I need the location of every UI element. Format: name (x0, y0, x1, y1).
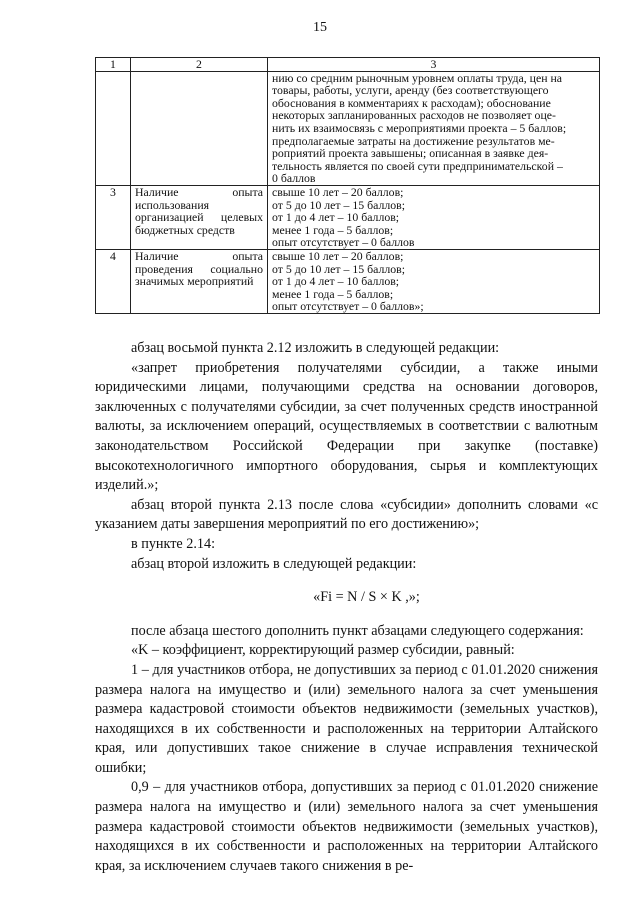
paragraph: абзац восьмой пункта 2.12 изложить в следующей редакции: (131, 340, 500, 356)
page-number: 15 (313, 20, 327, 35)
paragraph: абзац второй изложить в следующей редакции: (131, 555, 417, 572)
score-line: обоснования в комментариях к расходам); обоснование (272, 95, 551, 110)
paragraph: в пункте 2.14: (131, 535, 216, 552)
table-header-row (96, 58, 600, 72)
row-number: 4 (96, 249, 131, 313)
header-cell-3: 3 (268, 58, 600, 72)
score-line: опыт отсутствует – 0 баллов»; (272, 299, 424, 314)
score-line: свыше 10 лет – 20 баллов; (272, 184, 404, 199)
header-cell-1: 1 (96, 58, 131, 72)
row-number: 3 (96, 185, 131, 249)
score-line: опыт отсутствует – 0 баллов (272, 235, 415, 250)
score-line: менее 1 года – 5 баллов; (272, 286, 394, 301)
table-row (96, 249, 600, 313)
paragraph: абзац второй пункта 2.13 после слова «субсидии» дополнить словами «с указанием даты завершения мероприятий по его достижению»; (95, 496, 598, 533)
score-line: предполагаемые затраты на достижение результатов ме- (272, 133, 555, 148)
score-cell (268, 71, 600, 185)
score-line: менее 1 года – 5 баллов; (272, 222, 394, 237)
table-row (96, 185, 600, 249)
score-cell (268, 249, 600, 313)
criterion-cell (131, 71, 268, 185)
score-line: от 1 до 4 лет – 10 баллов; (272, 274, 400, 289)
score-line: роприятий проекта завышены; описанная в заявке дея- (272, 146, 549, 161)
score-line: свыше 10 лет – 20 баллов; (272, 248, 404, 263)
score-line: 0 баллов (272, 171, 316, 186)
criterion-cell: Наличие опыта использования организацией целевых бюджетных средств (131, 185, 268, 249)
row-number (96, 71, 131, 185)
formula: «Fi = N / S × K ,»; (313, 589, 420, 606)
score-line: от 1 до 4 лет – 10 баллов; (272, 210, 400, 225)
paragraph: 1 – для участников отбора, не допустивших за период с 01.01.2020 снижения размера налога на имущество и (или) земельного налога за счет уменьшения размера кадастровой стоимости объектов недвижимости (земельных участков), находящихся в их собственности и расположенных на территории Алтайского края, или допустивших такое снижение в случае исправления технической ошибки; (95, 661, 598, 776)
score-line: нить их взаимосвязь с мероприятиями проекта – 5 баллов; (272, 120, 567, 135)
paragraph: после абзаца шестого дополнить пункт абзацами следующего содержания: (131, 622, 584, 639)
criteria-table (95, 57, 600, 314)
header-cell-2: 2 (131, 58, 268, 72)
score-line: нию со средним рыночным уровнем оплаты труда, цен на (272, 70, 563, 85)
score-line: от 5 до 10 лет – 15 баллов; (272, 197, 405, 212)
criterion-cell: Наличие опыта проведения социально значимых мероприятий (131, 249, 268, 313)
score-line: товары, работы, услуги, аренду (без соответствующего (272, 83, 549, 98)
score-cell (268, 185, 600, 249)
score-line: тельность является по своей сути предпринимательской – (272, 158, 563, 173)
paragraph: «K – коэффициент, корректирующий размер субсидии, равный: (131, 642, 515, 659)
document-body (95, 339, 598, 876)
paragraph: «запрет приобретения получателями субсидии, а также иными юридическими лицами, получающими средства на основании договоров, заключенных с получателями субсидии, за счет полученных средств иностранной валюты, за исключением операций, осуществляемых в соответствии с валютным законодательством Российской Федерации при закупке (поставке) высокотехнологичного импортного оборудования, сырья и комплектующих изделий.»; (95, 359, 598, 494)
paragraph: 0,9 – для участников отбора, допустивших за период с 01.01.2020 снижение размера налога на имущество и (или) земельного налога за счет уменьшения размера кадастровой стоимости объектов недвижимости (земельных участков), находящихся в их собственности и расположенных на территории Алтайского края, за исключением случаев такого снижения в ре- (95, 779, 598, 874)
table-row (96, 71, 600, 185)
score-line: некоторых запланированных расходов не позволяет оце- (272, 108, 556, 123)
score-line: от 5 до 10 лет – 15 баллов; (272, 261, 405, 276)
